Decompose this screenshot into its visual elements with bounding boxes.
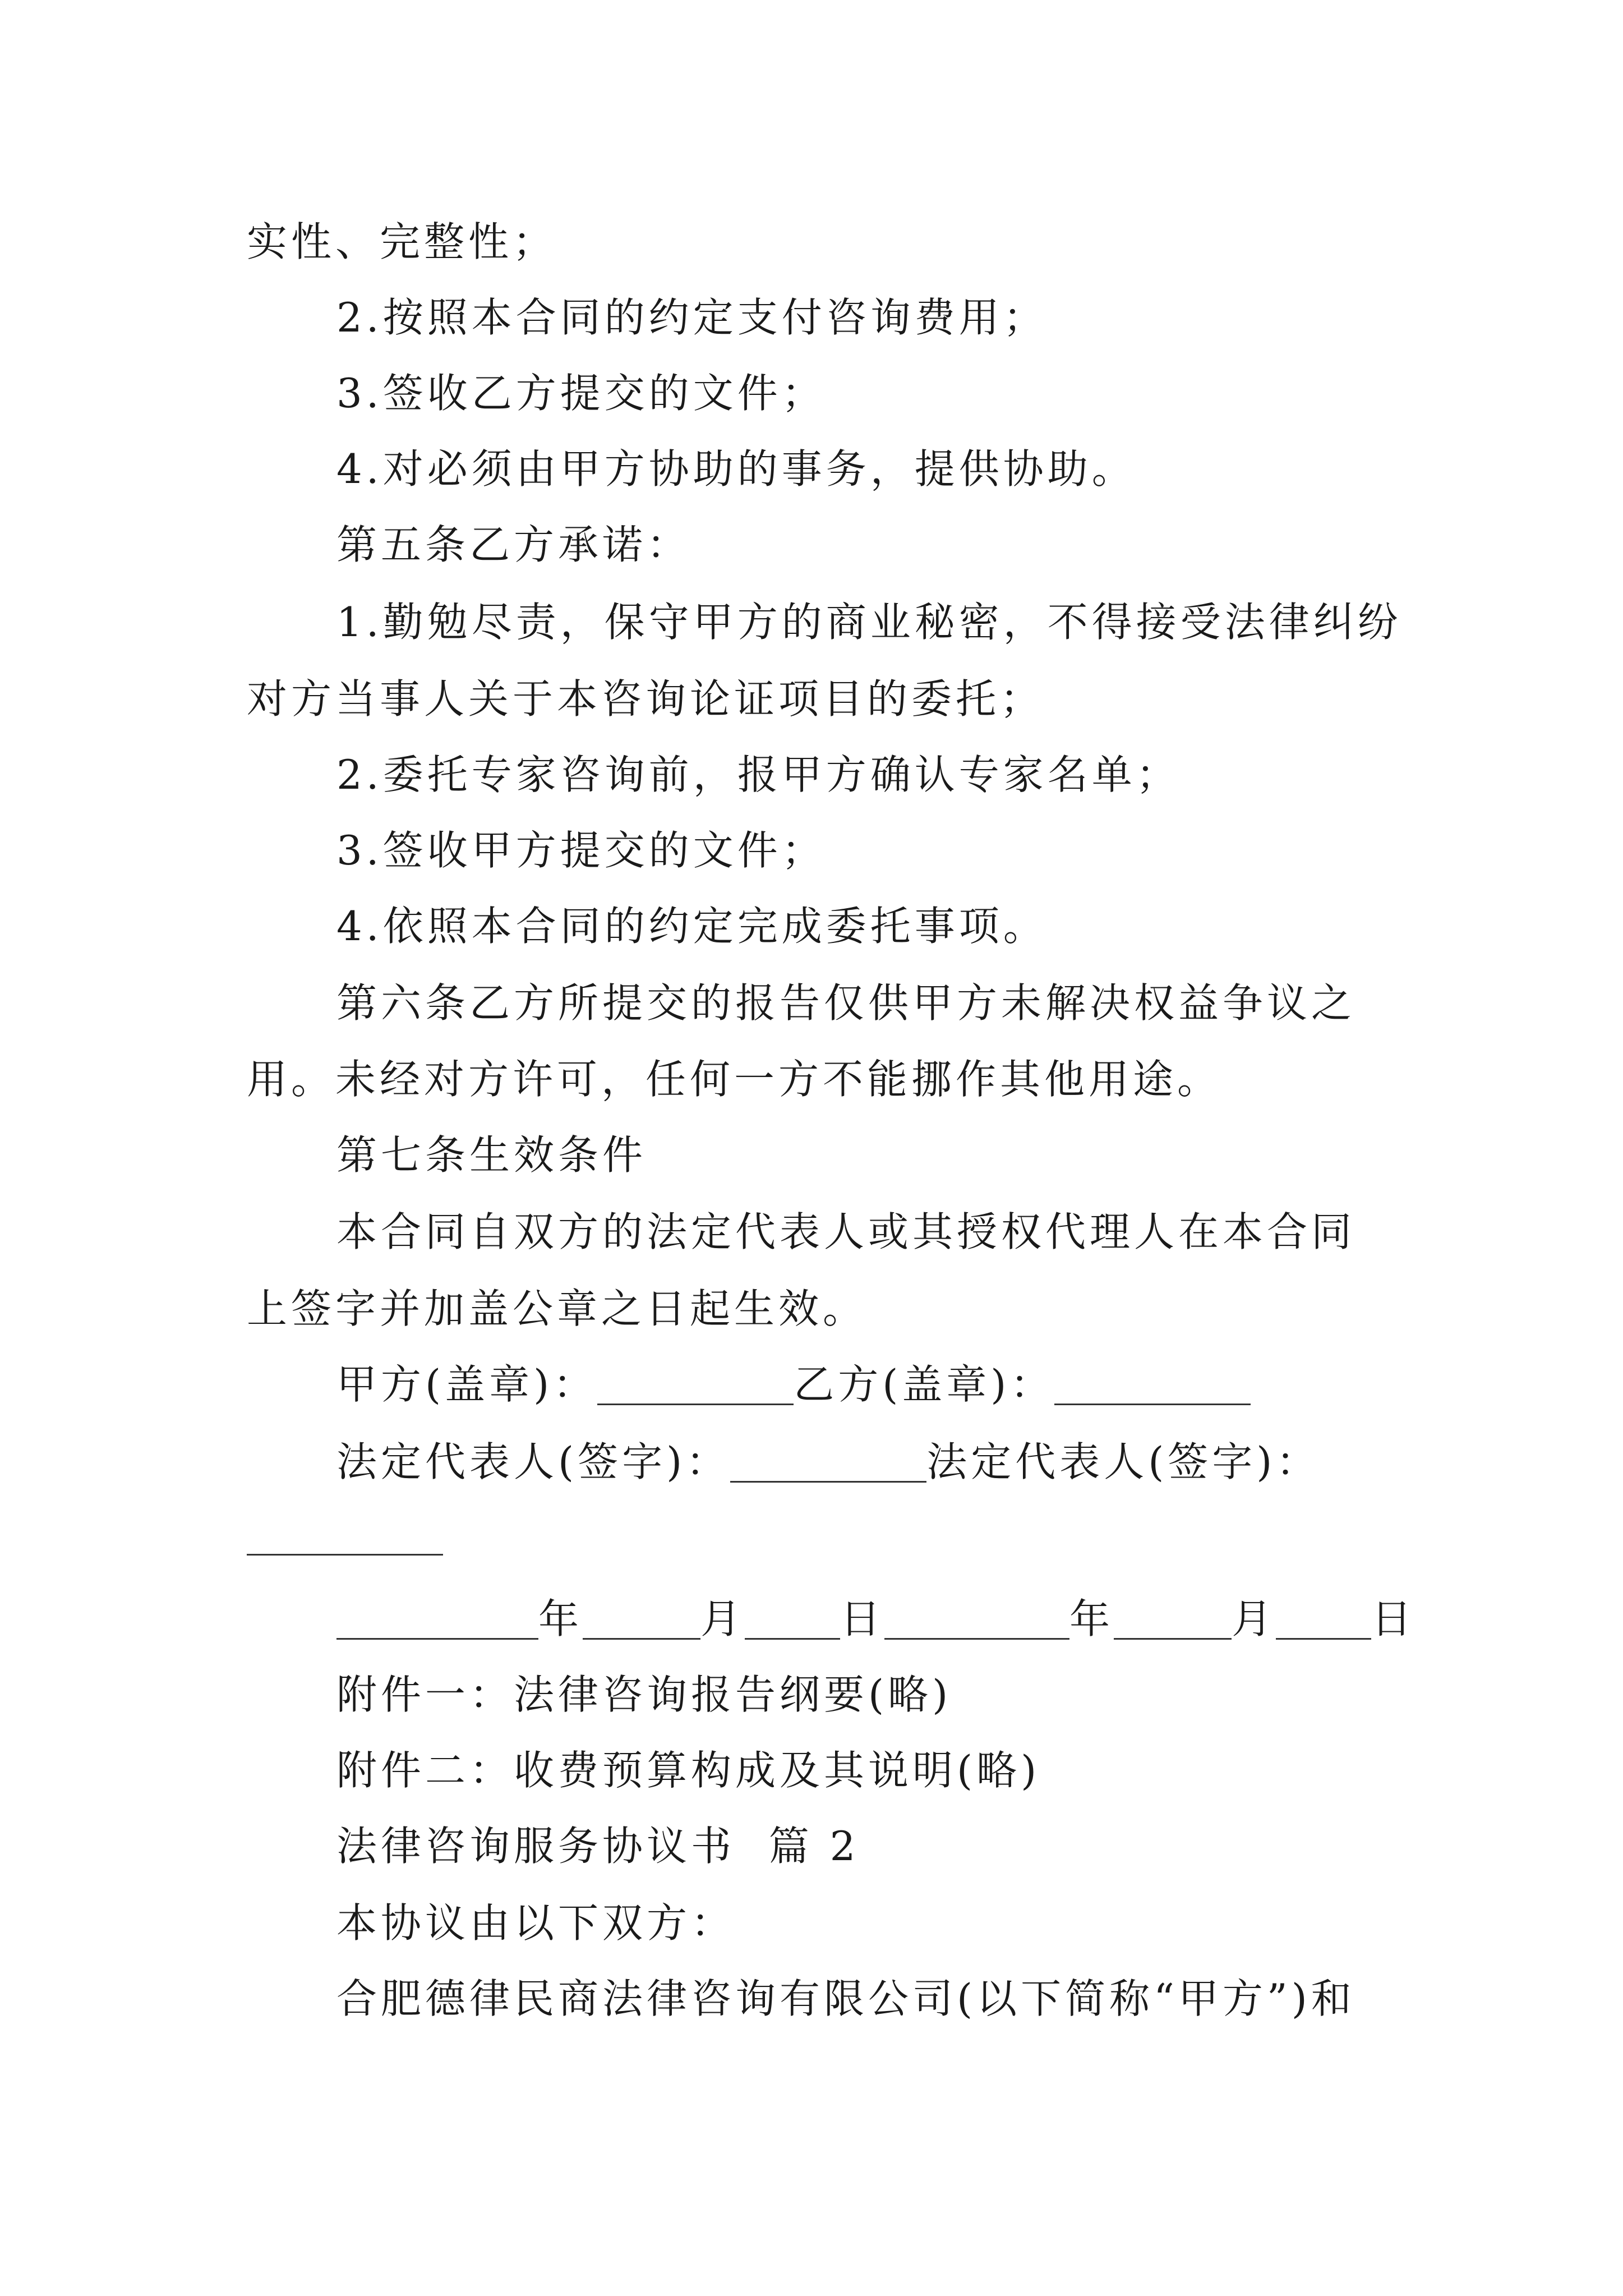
party-a-seal-blank[interactable]: [597, 1403, 794, 1405]
text-line: 上签字并加盖公章之日起生效。: [247, 1285, 868, 1332]
text-line: 2.按照本合同的约定支付咨询费用；: [336, 294, 1048, 341]
day-label: 日: [840, 1595, 885, 1642]
party-a-seal-label: 甲方(盖章)：: [336, 1361, 598, 1408]
rep-a-blank[interactable]: [730, 1480, 926, 1483]
rep-a-label: 法定代表人(签字)：: [336, 1438, 731, 1485]
rep-b-label: 法定代表人(签字)：: [926, 1438, 1321, 1485]
intro-line: 本协议由以下双方：: [336, 1899, 736, 1947]
section-title: 法律咨询服务协议书 篇 2: [336, 1823, 860, 1870]
text-line: 实性、完整性；: [247, 218, 557, 265]
text-line: 2.委托专家咨询前，报甲方确认专家名单；: [336, 751, 1181, 798]
text-line: 本合同自双方的法定代表人或其授权代理人在本合同: [336, 1208, 1356, 1255]
text-line: 用。未经对方许可，任何一方不能挪作其他用途。: [247, 1056, 1222, 1103]
rep-b-blank[interactable]: [247, 1553, 443, 1556]
text-line: 3.签收甲方提交的文件；: [336, 827, 826, 874]
text-line: 4.对必须由甲方协助的事务，提供协助。: [336, 445, 1136, 493]
date-line: [336, 1595, 1416, 1642]
attachment-2: 附件二：收费预算构成及其说明(略): [336, 1747, 1041, 1794]
text-line: 合肥德律民商法律咨询有限公司(以下简称“甲方”)和: [336, 1975, 1355, 2022]
seal-line: [336, 1361, 1251, 1408]
year-blank-b[interactable]: [884, 1637, 1069, 1640]
month-label: 月: [1232, 1595, 1276, 1642]
party-b-seal-label: 乙方(盖章)：: [794, 1361, 1055, 1408]
text-line: 3.签收乙方提交的文件；: [336, 370, 826, 417]
text-line: 1.勤勉尽责，保守甲方的商业秘密，不得接受法律纠纷: [336, 599, 1402, 646]
day-blank-b[interactable]: [1276, 1637, 1371, 1640]
party-b-seal-blank[interactable]: [1054, 1403, 1251, 1405]
year-label: 年: [538, 1595, 583, 1642]
month-blank-b[interactable]: [1114, 1637, 1232, 1640]
text-line: 对方当事人关于本咨询论证项目的委托；: [247, 675, 1045, 723]
month-label: 月: [700, 1595, 745, 1642]
attachment-1: 附件一：法律咨询报告纲要(略): [336, 1671, 952, 1718]
text-line: 第六条乙方所提交的报告仅供甲方未解决权益争议之: [336, 979, 1356, 1027]
day-blank-a[interactable]: [745, 1637, 840, 1640]
text-line: 第五条乙方承诺：: [336, 521, 691, 568]
text-line: 4.依照本合同的约定完成委托事项。: [336, 903, 1048, 950]
year-blank-a[interactable]: [336, 1637, 538, 1640]
year-label: 年: [1069, 1595, 1114, 1642]
text-line: 第七条生效条件: [336, 1131, 647, 1179]
month-blank-a[interactable]: [583, 1637, 700, 1640]
rep-b-line: [247, 1515, 443, 1556]
day-label: 日: [1371, 1595, 1416, 1642]
representative-line: [336, 1438, 1321, 1485]
